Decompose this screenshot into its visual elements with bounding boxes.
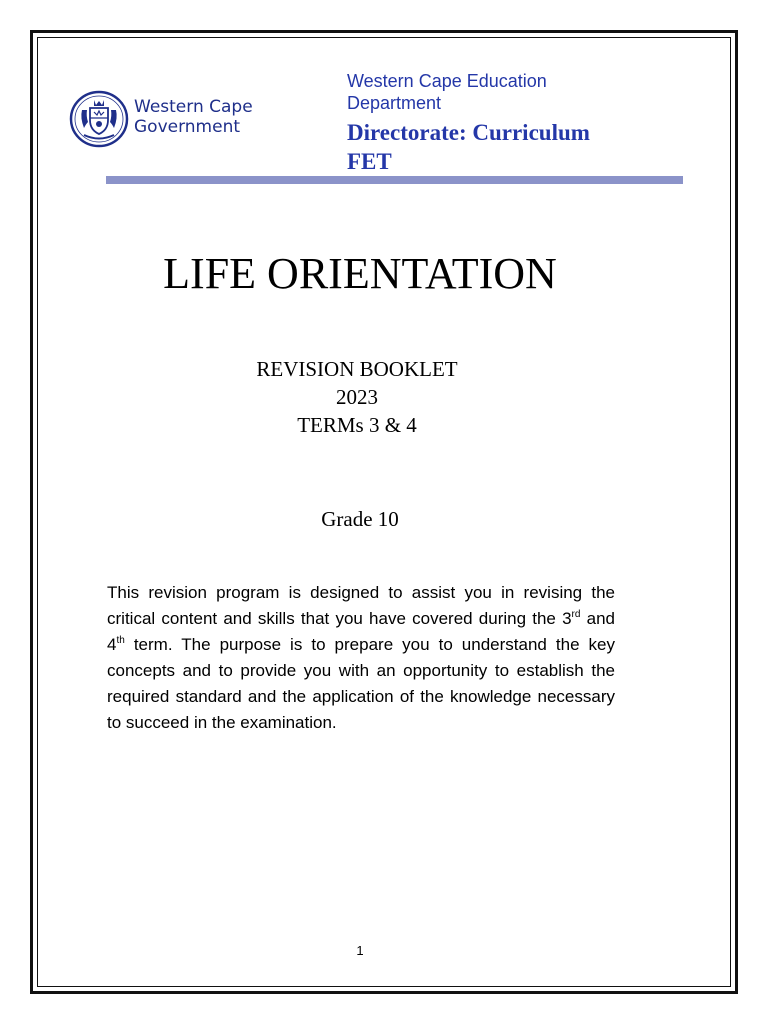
document-title: LIFE ORIENTATION	[163, 249, 557, 298]
department-line2: Department	[347, 93, 442, 113]
logo-line2: Government	[134, 117, 241, 137]
logo-wordmark	[134, 97, 253, 137]
header-divider	[106, 176, 683, 184]
directorate-line2: FET	[347, 149, 392, 174]
subtitle-terms: TERMs 3 & 4	[297, 413, 417, 437]
coat-of-arms-logo-icon	[68, 88, 130, 150]
intro-paragraph	[107, 580, 615, 736]
paragraph-part1: This revision program is designed to assist you in revising the critical content and skills that you have covered during the 3	[107, 583, 615, 628]
department-name	[347, 70, 677, 114]
paragraph-part3: term. The purpose is to prepare you to understand the key concepts and to provide you with an opportunity to establish the required standard and the application of the knowledge necessary to succeed in the examination.	[107, 635, 615, 732]
department-line1: Western Cape Education	[347, 71, 547, 91]
ordinal-superscript-rd: rd	[571, 609, 581, 620]
subtitle-year: 2023	[336, 385, 378, 409]
ordinal-superscript-th: th	[116, 635, 125, 646]
subtitle-booklet: REVISION BOOKLET	[256, 357, 458, 381]
page-number: 1	[356, 943, 364, 958]
grade-label: Grade 10	[321, 507, 399, 531]
document-subtitle	[0, 355, 714, 439]
directorate-line1: Directorate: Curriculum	[347, 120, 590, 145]
logo-line1: Western Cape	[134, 97, 253, 117]
directorate-name	[347, 118, 677, 176]
paragraph-part2: and 4	[107, 609, 615, 654]
